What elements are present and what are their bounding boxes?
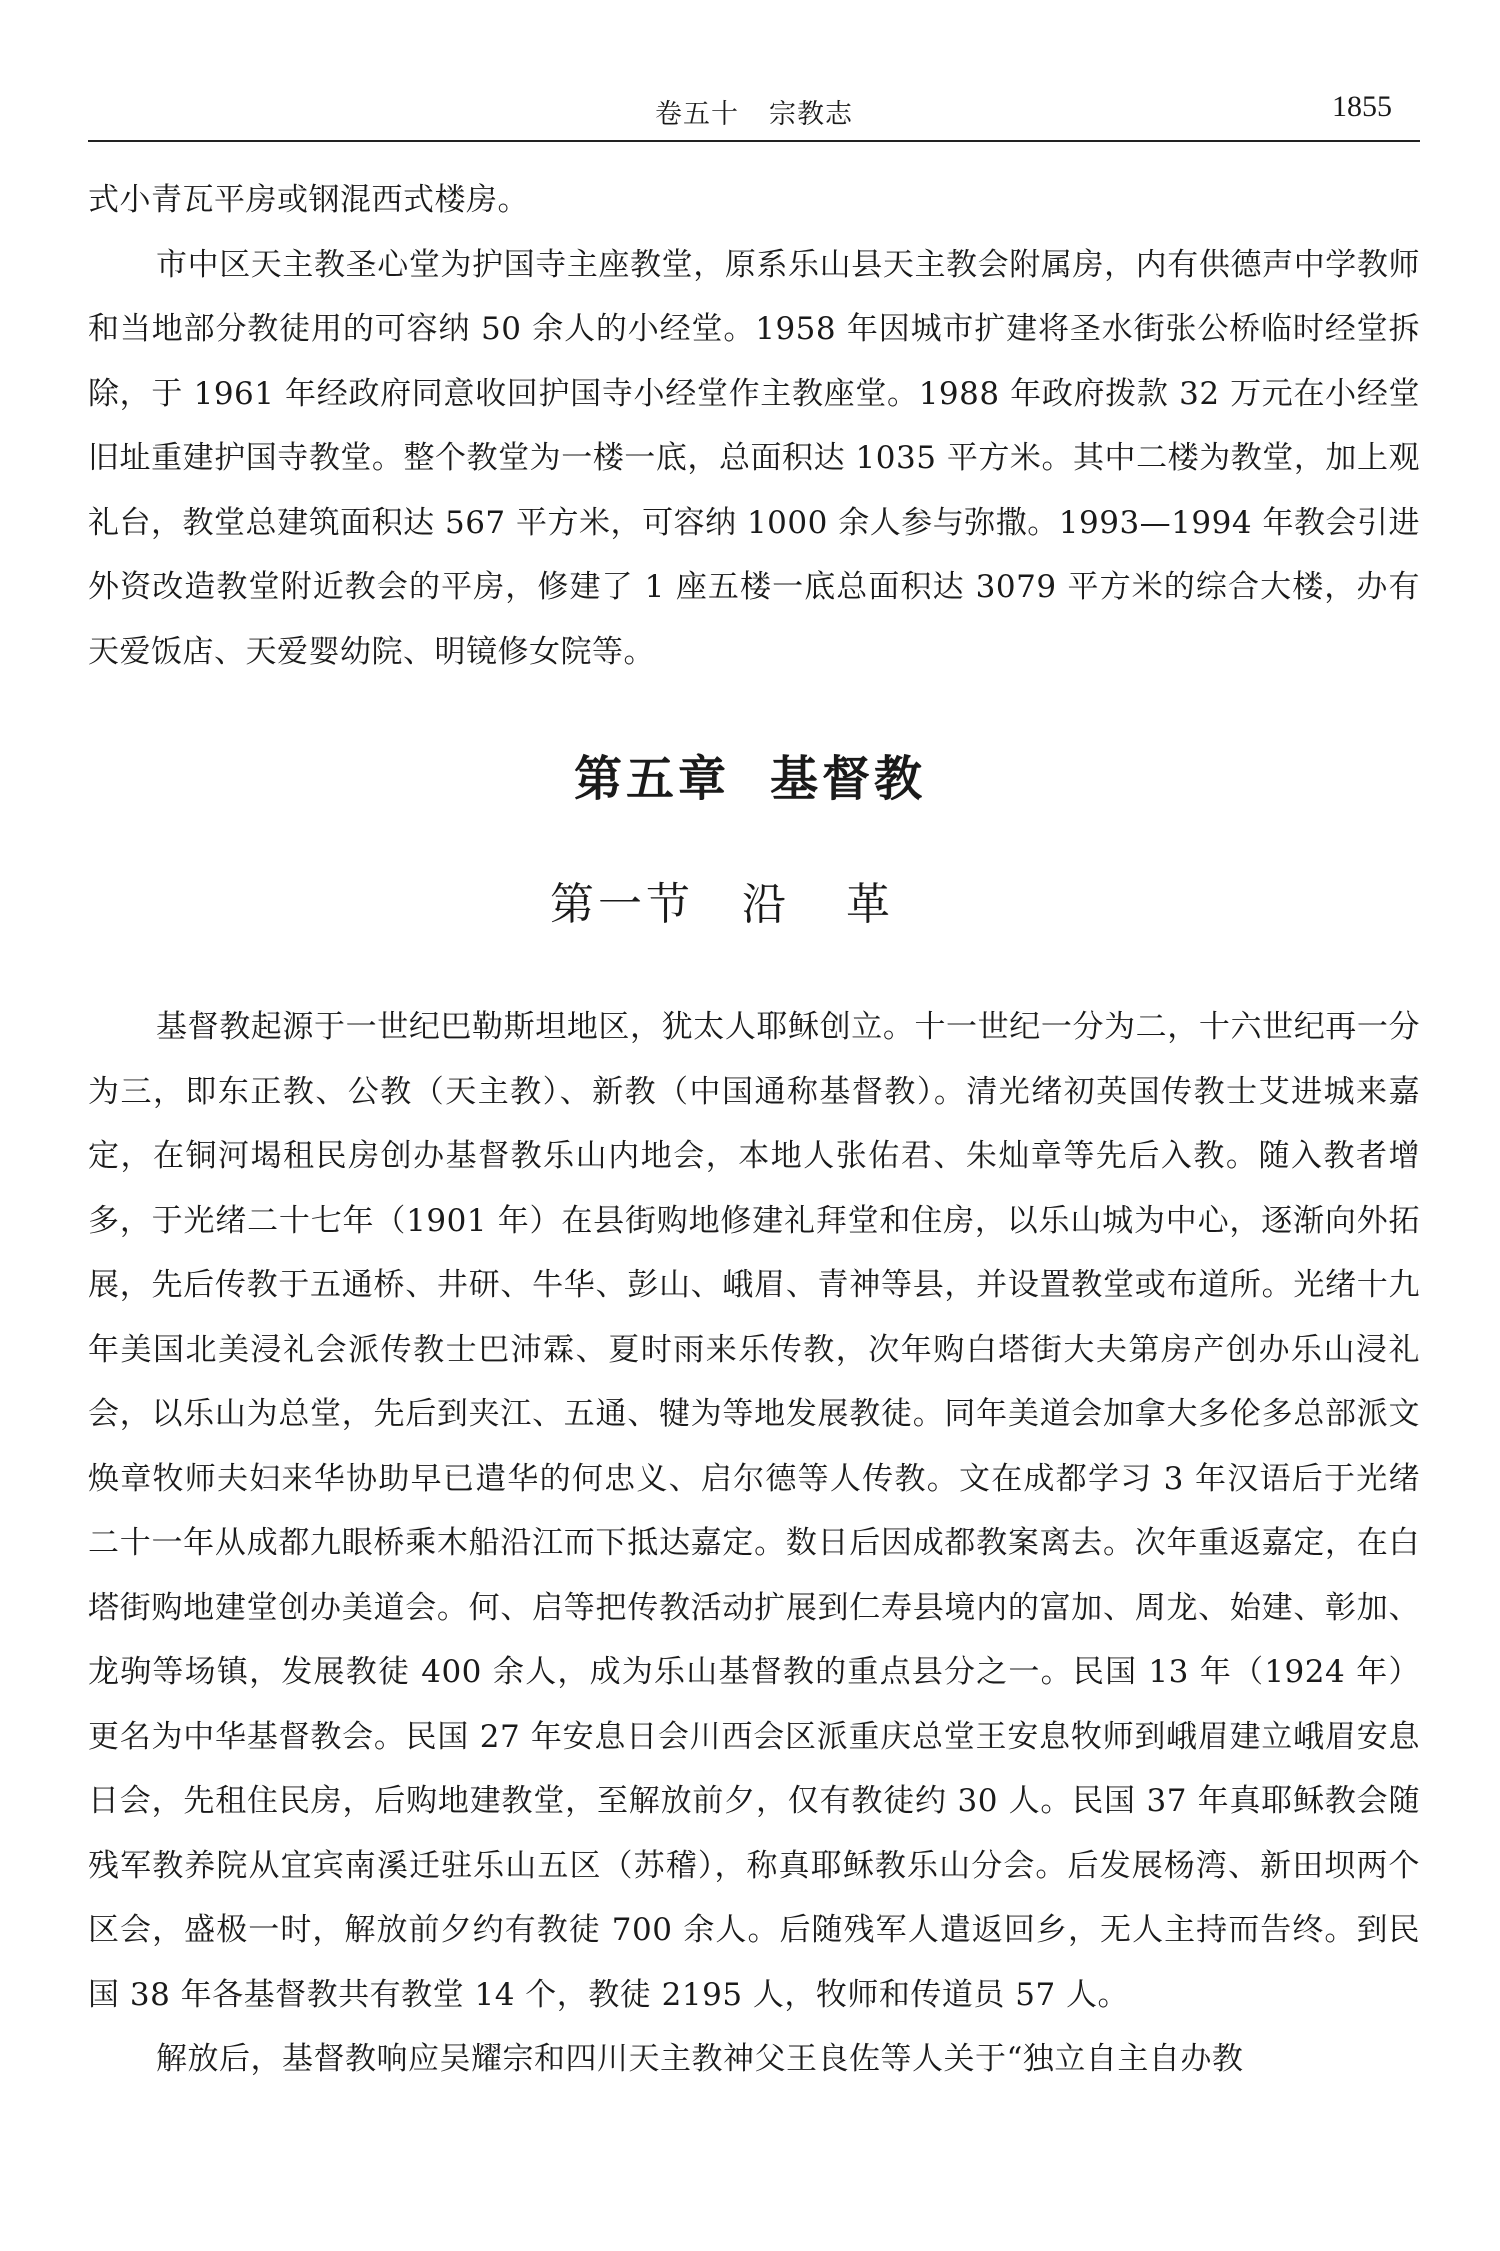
- page-number: 1855: [1332, 90, 1392, 123]
- chapter-number: 第五章: [573, 751, 730, 807]
- section-number: 第一节: [550, 879, 694, 930]
- paragraph-sacred-heart-church: 市中区天主教圣心堂为护国寺主座教堂，原系乐山县天主教会附属房，内有供德声中学教师和当地部分教徒用的可容纳 50 余人的小经堂。1958 年因城市扩建将圣水街张公桥临时经堂拆除，于 1961 年经政府同意收回护国寺小经堂作主教座堂。1988 年政府拨款 32 万元在小经堂旧址重建护国寺教堂。整个教堂为一楼一底，总面积达 1035 平方米。其中二楼为教堂，加上观礼台，教堂总建筑面积达 567 平方米，可容纳 1000 余人参与弥撒。1993—1994 年教会引进外资改造教堂附近教会的平房，修建了 1 座五楼一底总面积达 3079 平方米的综合大楼，办有天爱饭店、天爱婴幼院、明镜修女院等。: [88, 246, 1420, 670]
- header-title: [88, 92, 1420, 131]
- running-header: [88, 88, 1420, 142]
- paragraph-after-liberation: 解放后，基督教响应吴耀宗和四川天主教神父王良佐等人关于“独立自主自办教: [156, 2041, 1244, 2077]
- section-text-block: [88, 995, 1420, 2092]
- chapter-name: 基督教: [770, 751, 927, 807]
- top-text-block: [88, 168, 1420, 684]
- header-chapter: 宗教志: [769, 99, 853, 130]
- section-name: 沿革: [742, 879, 950, 930]
- header-volume: 卷五十: [655, 99, 739, 130]
- paragraph-christianity-history: 基督教起源于一世纪巴勒斯坦地区，犹太人耶稣创立。十一世纪一分为二，十六世纪再一分为三，即东正教、公教（天主教）、新教（中国通称基督教）。清光绪初英国传教士艾进城来嘉定，在铜河堨租民房创办基督教乐山内地会，本地人张佑君、朱灿章等先后入教。随入教者增多，于光绪二十七年（1901 年）在县街购地修建礼拜堂和住房，以乐山城为中心，逐渐向外拓展，先后传教于五通桥、井研、牛华、彭山、峨眉、青神等县，并设置教堂或布道所。光绪十九年美国北美浸礼会派传教士巴沛霖、夏时雨来乐传教，次年购白塔街大夫第房产创办乐山浸礼会，以乐山为总堂，先后到夹江、五通、犍为等地发展教徒。同年美道会加拿大多伦多总部派文焕章牧师夫妇来华协助早已遣华的何忠义、启尔德等人传教。文在成都学习 3 年汉语后于光绪二十一年从成都九眼桥乘木船沿江而下抵达嘉定。数日后因成都教案离去。次年重返嘉定，在白塔街购地建堂创办美道会。何、启等把传教活动扩展到仁寿县境内的富加、周龙、始建、彰加、龙驹等场镇，发展教徒 400 余人，成为乐山基督教的重点县分之一。民国 13 年（1924 年）更名为中华基督教会。民国 27 年安息日会川西会区派重庆总堂王安息牧师到峨眉建立峨眉安息日会，先租住民房，后购地建教堂，至解放前夕，仅有教徒约 30 人。民国 37 年真耶稣教会随残军教养院从宜宾南溪迁驻乐山五区（苏稽），称真耶稣教乐山分会。后发展杨湾、新田坝两个区会，盛极一时，解放前夕约有教徒 700 余人。后随残军人遣返回乡，无人主持而告终。到民国 38 年各基督教共有教堂 14 个，教徒 2195 人，牧师和传道员 57 人。: [88, 1009, 1420, 2013]
- section-title: [0, 868, 1500, 932]
- paragraph-continuation: 式小青瓦平房或钢混西式楼房。: [88, 182, 529, 218]
- chapter-title: [0, 740, 1500, 809]
